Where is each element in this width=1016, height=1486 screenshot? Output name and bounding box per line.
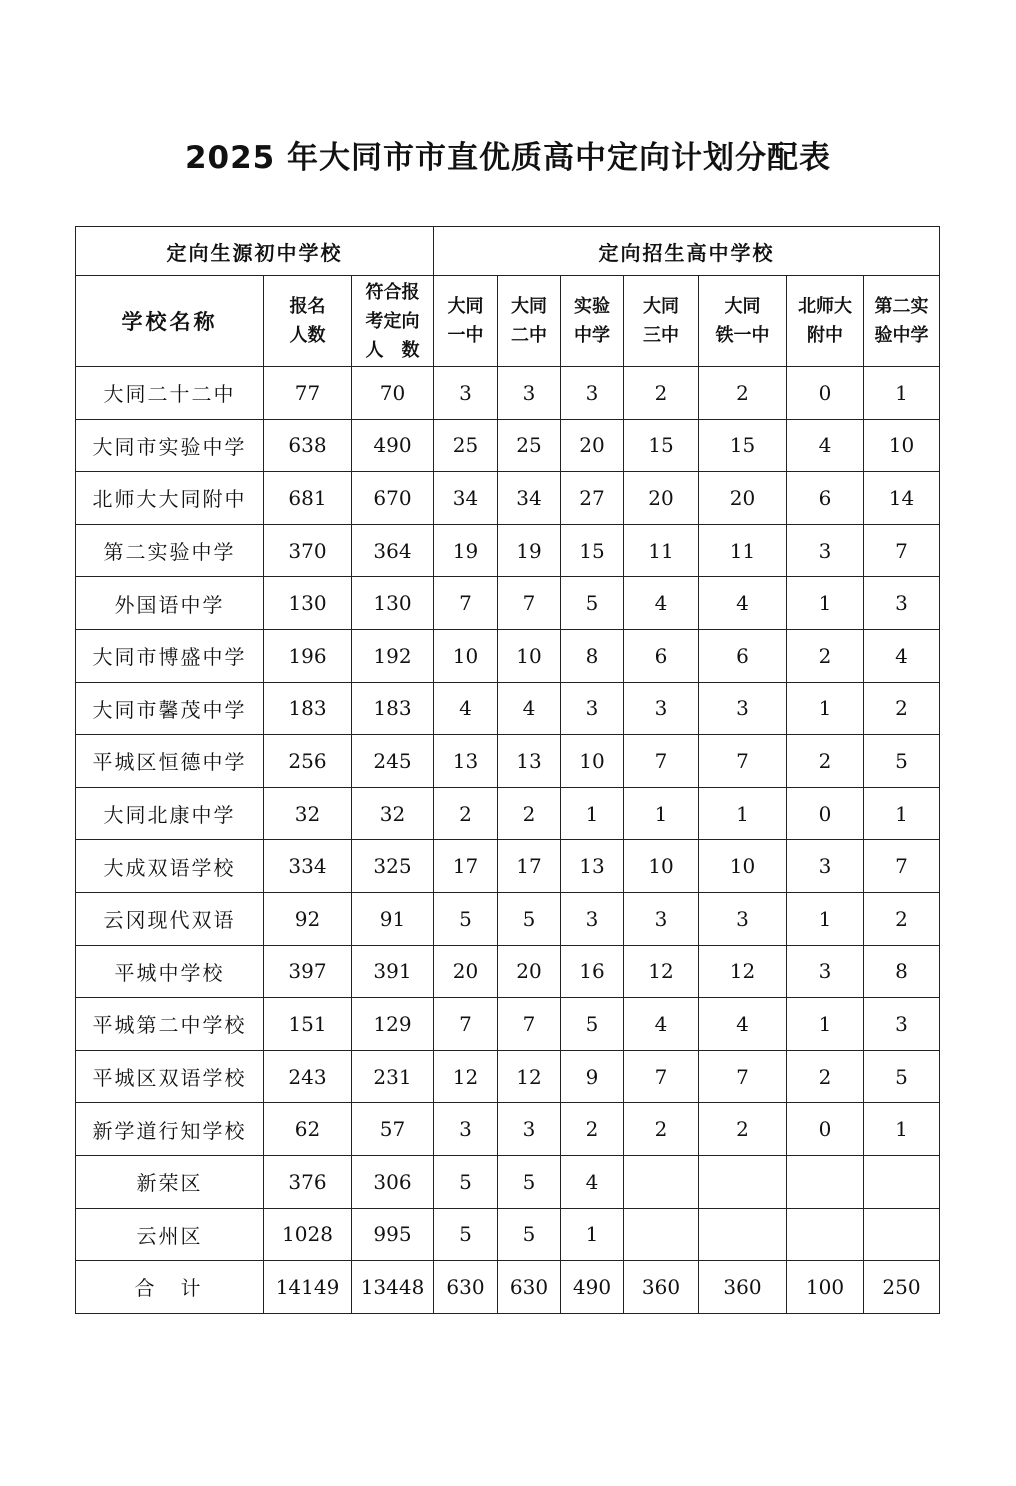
school-name-cell: 大成双语学校 [76,840,264,893]
column-header-target-2 [498,276,561,367]
table-row [76,840,940,893]
qualified-count-cell: 325 [352,840,434,893]
allocation-cell: 13 [434,735,498,788]
allocation-cell: 6 [787,472,864,525]
allocation-cell: 6 [624,629,699,682]
registered-count-cell: 334 [264,840,352,893]
table-row [76,998,940,1051]
registered-count-cell: 92 [264,892,352,945]
qualified-count-cell: 130 [352,577,434,630]
table-row [76,629,940,682]
allocation-cell: 7 [699,735,787,788]
allocation-cell: 20 [561,419,624,472]
allocation-cell: 7 [699,1050,787,1103]
allocation-cell: 4 [624,998,699,1051]
allocation-cell: 27 [561,472,624,525]
allocation-cell: 15 [624,419,699,472]
registered-count-cell: 77 [264,367,352,420]
allocation-cell: 2 [561,1103,624,1156]
allocation-cell: 7 [498,998,561,1051]
allocation-cell: 2 [787,735,864,788]
page-title: 2025 年大同市市直优质高中定向计划分配表 [184,140,832,176]
school-name-cell: 新荣区 [76,1155,264,1208]
registered-count-cell: 183 [264,682,352,735]
total-allocation-cell: 630 [498,1261,561,1314]
registered-count-cell: 256 [264,735,352,788]
allocation-cell: 5 [498,892,561,945]
allocation-cell: 3 [434,1103,498,1156]
allocation-cell: 4 [498,682,561,735]
qualified-count-cell: 364 [352,524,434,577]
qualified-count-cell: 70 [352,367,434,420]
registered-count-cell: 62 [264,1103,352,1156]
allocation-cell [864,1208,940,1261]
allocation-cell: 1 [864,367,940,420]
column-header-target-1 [434,276,498,367]
allocation-cell: 9 [561,1050,624,1103]
registered-count-cell: 376 [264,1155,352,1208]
qualified-count-cell: 129 [352,998,434,1051]
total-row [76,1261,940,1314]
column-header-target-3 [561,276,624,367]
table-row [76,787,940,840]
allocation-cell: 10 [624,840,699,893]
column-header-qualified-line: 考定向 [365,310,420,332]
allocation-cell: 10 [498,629,561,682]
allocation-cell: 5 [561,577,624,630]
school-name-cell: 平城区恒德中学 [76,735,264,788]
allocation-cell: 16 [561,945,624,998]
allocation-cell: 4 [434,682,498,735]
column-header-school-name: 学校名称 [76,276,264,367]
allocation-cell: 2 [699,1103,787,1156]
allocation-cell: 3 [787,840,864,893]
allocation-cell: 3 [498,1103,561,1156]
allocation-cell: 4 [787,419,864,472]
qualified-count-cell: 183 [352,682,434,735]
column-header-qualified [352,276,434,367]
table-row [76,682,940,735]
allocation-cell: 0 [787,1103,864,1156]
allocation-cell: 3 [787,524,864,577]
allocation-cell [787,1155,864,1208]
table-row [76,472,940,525]
registered-count-cell: 638 [264,419,352,472]
total-allocation-cell: 490 [561,1261,624,1314]
allocation-cell: 12 [699,945,787,998]
column-header-target-4-line: 大同 [643,296,679,317]
registered-count-cell: 32 [264,787,352,840]
column-header-target-1-line: 一中 [447,325,484,346]
allocation-cell: 1 [561,1208,624,1261]
allocation-cell: 2 [864,682,940,735]
school-name-cell: 新学道行知学校 [76,1103,264,1156]
school-name-cell: 北师大大同附中 [76,472,264,525]
table-row [76,892,940,945]
allocation-cell: 1 [561,787,624,840]
registered-count-cell: 1028 [264,1208,352,1261]
allocation-cell: 13 [561,840,624,893]
allocation-cell: 8 [561,629,624,682]
allocation-cell: 2 [787,1050,864,1103]
allocation-cell: 3 [434,367,498,420]
allocation-cell: 1 [787,892,864,945]
column-header-registered-line: 报名 [289,296,326,317]
column-header-target-3-line: 中学 [574,325,610,346]
allocation-cell: 2 [864,892,940,945]
allocation-cell: 20 [434,945,498,998]
allocation-cell: 5 [864,1050,940,1103]
school-name-cell: 大同市博盛中学 [76,629,264,682]
school-name-cell: 平城第二中学校 [76,998,264,1051]
allocation-cell: 5 [498,1208,561,1261]
allocation-cell: 7 [864,840,940,893]
allocation-cell: 3 [699,892,787,945]
qualified-count-cell: 231 [352,1050,434,1103]
column-header-target-7 [864,276,940,367]
allocation-cell [787,1208,864,1261]
allocation-cell: 7 [434,577,498,630]
allocation-cell [699,1155,787,1208]
allocation-cell: 2 [624,1103,699,1156]
school-name-cell: 大同北康中学 [76,787,264,840]
total-allocation-cell: 250 [864,1261,940,1314]
school-name-cell: 外国语中学 [76,577,264,630]
allocation-cell: 10 [561,735,624,788]
total-allocation-cell: 100 [787,1261,864,1314]
school-name-cell: 平城区双语学校 [76,1050,264,1103]
column-header-target-2-line: 二中 [511,325,547,346]
allocation-cell: 34 [498,472,561,525]
allocation-cell: 1 [787,577,864,630]
table-row [76,945,940,998]
allocation-cell: 15 [699,419,787,472]
allocation-cell: 8 [864,945,940,998]
column-header-qualified-line: 符合报 [365,281,420,303]
allocation-cell: 5 [498,1155,561,1208]
allocation-cell: 15 [561,524,624,577]
allocation-cell: 25 [434,419,498,472]
table-row [76,419,940,472]
allocation-cell: 3 [498,367,561,420]
allocation-cell: 2 [498,787,561,840]
allocation-cell: 3 [561,892,624,945]
table-row [76,1155,940,1208]
allocation-cell: 19 [434,524,498,577]
qualified-count-cell: 192 [352,629,434,682]
column-header-target-3-line: 实验 [574,296,610,317]
qualified-count-cell: 490 [352,419,434,472]
qualified-count-cell: 245 [352,735,434,788]
allocation-cell: 3 [561,367,624,420]
allocation-cell [699,1208,787,1261]
allocation-cell: 3 [624,892,699,945]
allocation-cell: 12 [434,1050,498,1103]
registered-count-cell: 130 [264,577,352,630]
table-row [76,1208,940,1261]
allocation-cell: 3 [699,682,787,735]
registered-count-cell: 196 [264,629,352,682]
qualified-count-cell: 32 [352,787,434,840]
school-name-cell: 云州区 [76,1208,264,1261]
allocation-cell: 12 [498,1050,561,1103]
column-header-registered [264,276,352,367]
table-row [76,735,940,788]
column-header-qualified-line: 人 数 [365,339,420,361]
allocation-cell: 20 [498,945,561,998]
allocation-cell: 12 [624,945,699,998]
allocation-cell: 14 [864,472,940,525]
table-row [76,1050,940,1103]
column-header-target-4 [624,276,699,367]
allocation-cell [624,1208,699,1261]
allocation-cell: 17 [498,840,561,893]
table-row [76,577,940,630]
allocation-cell: 4 [699,577,787,630]
allocation-cell: 0 [787,367,864,420]
registered-count-cell: 370 [264,524,352,577]
school-name-cell: 大同二十二中 [76,367,264,420]
total-label-cell: 合计 [76,1261,264,1314]
column-header-registered-line: 人数 [289,325,326,346]
registered-count-cell: 243 [264,1050,352,1103]
qualified-count-cell: 995 [352,1208,434,1261]
allocation-cell: 3 [864,998,940,1051]
column-header-target-2-line: 大同 [511,296,547,317]
allocation-cell: 7 [624,735,699,788]
allocation-cell: 11 [624,524,699,577]
allocation-cell: 19 [498,524,561,577]
allocation-table [75,226,940,1314]
allocation-cell: 20 [624,472,699,525]
total-allocation-cell: 630 [434,1261,498,1314]
allocation-cell: 25 [498,419,561,472]
qualified-count-cell: 391 [352,945,434,998]
allocation-cell: 1 [699,787,787,840]
allocation-cell: 2 [434,787,498,840]
header-group-source: 定向生源初中学校 [76,227,434,276]
header-group-target: 定向招生高中学校 [434,227,940,276]
allocation-cell: 1 [864,1103,940,1156]
column-header-target-5-line: 铁一中 [715,325,770,346]
allocation-cell: 1 [787,998,864,1051]
allocation-cell: 7 [498,577,561,630]
allocation-cell: 10 [699,840,787,893]
allocation-cell: 7 [434,998,498,1051]
registered-count-cell: 397 [264,945,352,998]
allocation-cell [624,1155,699,1208]
registered-count-cell: 681 [264,472,352,525]
allocation-cell: 1 [864,787,940,840]
allocation-cell: 34 [434,472,498,525]
allocation-cell: 7 [624,1050,699,1103]
allocation-cell: 10 [434,629,498,682]
school-name-cell: 平城中学校 [76,945,264,998]
allocation-cell: 17 [434,840,498,893]
allocation-cell [864,1155,940,1208]
table-row [76,367,940,420]
allocation-cell: 5 [434,1155,498,1208]
allocation-cell: 5 [864,735,940,788]
allocation-cell: 5 [434,892,498,945]
qualified-count-cell: 91 [352,892,434,945]
allocation-cell: 3 [864,577,940,630]
table-row [76,524,940,577]
allocation-cell: 0 [787,787,864,840]
school-name-cell: 大同市实验中学 [76,419,264,472]
total-qualified-cell: 13448 [352,1261,434,1314]
allocation-cell: 3 [787,945,864,998]
school-name-cell: 第二实验中学 [76,524,264,577]
allocation-cell: 10 [864,419,940,472]
allocation-cell: 2 [787,629,864,682]
qualified-count-cell: 306 [352,1155,434,1208]
registered-count-cell: 151 [264,998,352,1051]
allocation-cell: 20 [699,472,787,525]
allocation-cell: 11 [699,524,787,577]
table-row [76,1103,940,1156]
column-header-target-6-line: 北师大 [798,296,852,317]
total-allocation-cell: 360 [624,1261,699,1314]
column-header-target-7-line: 第二实 [874,296,929,317]
qualified-count-cell: 670 [352,472,434,525]
allocation-cell: 5 [561,998,624,1051]
allocation-cell: 1 [787,682,864,735]
allocation-cell: 1 [624,787,699,840]
column-header-target-5-line: 大同 [724,296,761,317]
allocation-cell: 7 [864,524,940,577]
column-header-target-5 [699,276,787,367]
table-body [76,367,940,1314]
allocation-cell: 5 [434,1208,498,1261]
allocation-cell: 4 [699,998,787,1051]
allocation-cell: 2 [624,367,699,420]
column-header-target-7-line: 验中学 [874,325,929,346]
school-name-cell: 大同市馨茂中学 [76,682,264,735]
total-registered-cell: 14149 [264,1261,352,1314]
allocation-cell: 3 [624,682,699,735]
allocation-cell: 4 [624,577,699,630]
column-header-target-1-line: 大同 [447,296,484,317]
allocation-cell: 3 [561,682,624,735]
column-header-target-4-line: 三中 [643,325,679,346]
allocation-cell: 6 [699,629,787,682]
school-name-cell: 云冈现代双语 [76,892,264,945]
qualified-count-cell: 57 [352,1103,434,1156]
allocation-cell: 4 [864,629,940,682]
allocation-cell: 4 [561,1155,624,1208]
allocation-cell: 2 [699,367,787,420]
column-header-target-6-line: 附中 [807,325,843,346]
column-header-target-6 [787,276,864,367]
total-allocation-cell: 360 [699,1261,787,1314]
allocation-cell: 13 [498,735,561,788]
